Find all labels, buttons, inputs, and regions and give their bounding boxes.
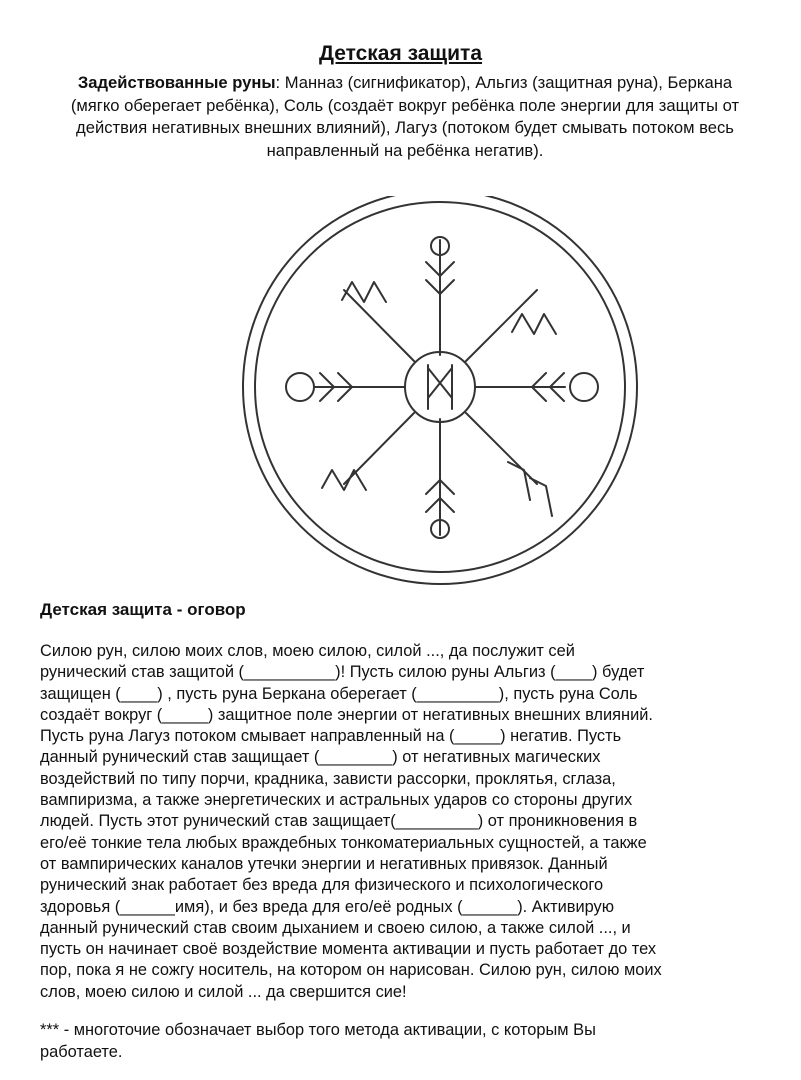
- body-line: Пусть руна Лагуз потоком смывает направленный на (_____) негатив. Пусть: [40, 727, 622, 746]
- intro-line: поле энергии для защиты от действия негативных внешних влияний),: [76, 95, 740, 137]
- sowilo-top-right-icon: [512, 314, 556, 334]
- sowilo-top-left-icon: [342, 282, 386, 302]
- body-line: людей. Пусть этот рунический став защищает(_________) от проникновения в: [40, 812, 638, 831]
- body-line: пусть он начинает своё воздействие момента активации и пусть работает до тех: [40, 940, 657, 959]
- body-line: вампиризма, а также энергетических и астральных ударов со стороны других: [40, 791, 633, 810]
- footnote-line: работаете.: [40, 1042, 123, 1061]
- intro-line: : Манназ (сигнификатор), Альгиз (защитная: [275, 73, 613, 92]
- section-heading: Детская защита - оговор: [40, 600, 246, 619]
- intro-label: Задействованные руны: [77, 73, 276, 92]
- page-title: Детская защита: [318, 42, 483, 65]
- body-line: от вампирических каналов утечки энергии и негативных привязок. Данный: [40, 854, 608, 873]
- mannaz-center-icon: [405, 352, 475, 422]
- footnote: [40, 1020, 760, 1063]
- incantation-paragraph: [40, 641, 768, 1003]
- body-line: Силою рун, силою моих слов, моею силою, силой ..., да послужит сей: [40, 642, 575, 660]
- body-line: воздействий по типу порчи, крадника, зависти рассорки, проклятья, сглаза,: [40, 769, 616, 788]
- body-line: данный рунический став своим дыханием и своею силою, а также силой ..., и: [40, 918, 631, 937]
- body-line: слов, моею силою и силой ... да свершится сие!: [40, 982, 407, 1001]
- body-line: защищен (____) , пусть руна Беркана оберегает (_________), пусть руна Соль: [40, 684, 638, 703]
- footnote-line: *** - многоточие обозначает выбор того метода активации, с которым Вы: [40, 1021, 596, 1039]
- body-line: здоровья (______имя), и без вреда для его/её родных (______). Активирую: [40, 897, 615, 916]
- intro-line: Лагуз (потоком будет смывать потоком весь направленный на ребёнка: [266, 118, 734, 160]
- intro-paragraph: [60, 72, 750, 162]
- body-line: рунический став защитой (__________)! Пусть силою руны Альгиз (____) будет: [40, 663, 645, 682]
- sowilo-bottom-left-icon: [322, 470, 366, 490]
- intro-line: негатив).: [474, 140, 544, 160]
- rune-stave-diagram: [0, 196, 801, 586]
- body-line: пор, пока я не сожгу носитель, на котором он нарисован. Силою рун, силою моих: [40, 961, 662, 980]
- body-line: его/её тонкие тела любых враждебных тонкоматериальных сущностей, а также: [40, 833, 647, 852]
- body-line: создаёт вокруг (_____) защитное поле энергии от негативных внешних влияний.: [40, 705, 653, 724]
- laguz-bottom-right-icon: [508, 462, 552, 516]
- intro-line: руна), Беркана (мягко оберегает ребёнка), Соль (создаёт вокруг ребёнка: [70, 73, 733, 115]
- body-line: данный рунический став защищает (________) от негативных магических: [40, 748, 601, 767]
- body-line: рунический знак работает без вреда для физического и психологического: [40, 876, 604, 895]
